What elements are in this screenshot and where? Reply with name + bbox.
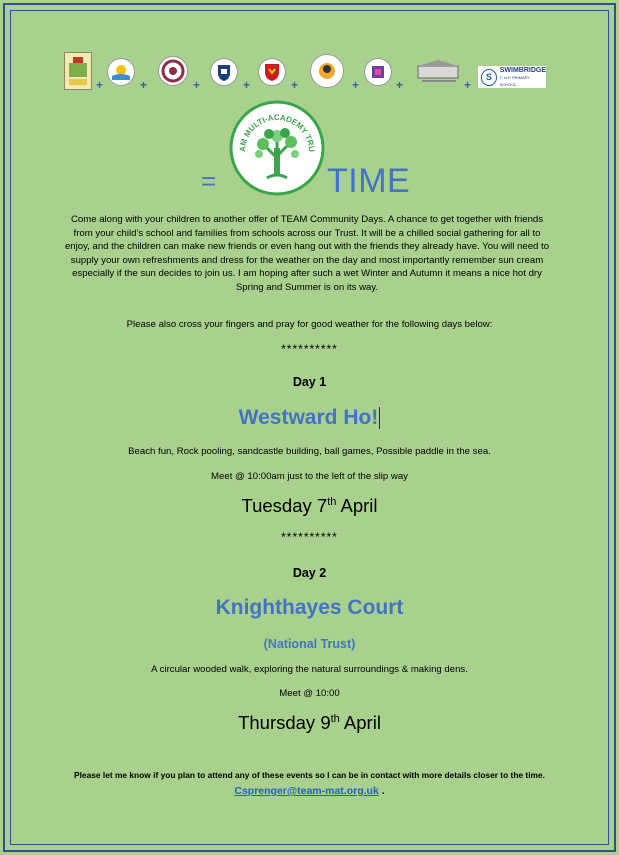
day2-label: Day 2 xyxy=(292,566,327,580)
plus-sign: + xyxy=(140,78,148,92)
day2-subtitle: (National Trust) xyxy=(263,637,356,651)
swimbridge-badge-icon: S xyxy=(481,69,497,86)
school-logo-6 xyxy=(310,54,344,88)
school-logo-1 xyxy=(64,52,92,90)
plus-sign: + xyxy=(193,78,201,92)
school-badge-icon xyxy=(161,59,185,83)
school-logo-8 xyxy=(414,58,464,84)
day2-date-month: April xyxy=(339,712,381,733)
footer-note: Please let me know if you plan to attend any of these events so I can be in contact with more details closer to the time. xyxy=(74,770,545,780)
day2-date-sup: th xyxy=(330,712,340,725)
weather-note: Please also cross your fingers and pray for good weather for the following days below: xyxy=(126,319,493,330)
plus-sign: + xyxy=(352,78,360,92)
plus-sign: + xyxy=(96,78,104,92)
day2-activities: A circular wooded walk, exploring the natural surroundings & making dens. xyxy=(151,664,468,675)
school-figures-icon xyxy=(367,61,389,83)
separator-2: ********** xyxy=(281,530,338,544)
footer-contact xyxy=(0,785,619,797)
team-logo-text: AM MULTI-ACADEMY TRU xyxy=(237,112,317,153)
day2-meet: Meet @ 10:00 xyxy=(279,688,340,699)
day1-date-month: April xyxy=(336,495,378,516)
time-heading: TIME xyxy=(327,162,411,200)
email-link[interactable]: Csprenger@team-mat.org.uk xyxy=(234,785,379,797)
sun-logo-icon xyxy=(110,61,132,83)
school-logo-2 xyxy=(107,58,135,86)
red-shield-icon xyxy=(261,61,283,83)
day2-date xyxy=(0,712,619,734)
plus-sign: + xyxy=(396,78,404,92)
day1-label: Day 1 xyxy=(292,375,327,389)
day1-date-sup: th xyxy=(327,495,337,508)
plus-sign: + xyxy=(291,78,299,92)
day2-date-main: Thursday 9 xyxy=(238,712,331,733)
day1-date-main: Tuesday 7 xyxy=(241,495,328,516)
text-cursor xyxy=(379,407,380,429)
swimbridge-subtitle: C of E PRIMARY SCHOOL xyxy=(499,74,531,87)
tree-logo-icon xyxy=(229,100,325,196)
plus-sign: + xyxy=(464,78,472,92)
school-crest-icon xyxy=(65,53,91,89)
school-building-icon xyxy=(414,58,464,84)
team-logo xyxy=(229,100,325,196)
bird-logo-icon xyxy=(313,57,341,85)
day1-meet: Meet @ 10:00am just to the left of the slip way xyxy=(211,471,408,482)
day1-place-text: Westward Ho! xyxy=(238,406,379,429)
day1-place xyxy=(0,406,619,430)
separator-1: ********** xyxy=(281,342,338,356)
school-logo-7 xyxy=(364,58,392,86)
day1-activities: Beach fun, Rock pooling, sandcastle building, ball games, Possible paddle in the sea. xyxy=(128,446,491,457)
school-logo-5 xyxy=(258,58,286,86)
school-logo-swimbridge xyxy=(478,66,546,88)
school-logo-3 xyxy=(158,56,188,86)
footer-trailing: . xyxy=(378,785,385,797)
school-logo-4 xyxy=(210,58,238,86)
plus-sign: + xyxy=(243,78,251,92)
school-shield-icon xyxy=(213,61,235,83)
day2-place: Knighthayes Court xyxy=(215,596,404,619)
school-logos-row xyxy=(60,52,560,96)
day1-date xyxy=(0,495,619,517)
equals-sign: = xyxy=(201,166,217,196)
intro-paragraph: Come along with your children to another offer of TEAM Community Days. A chance to get together with friends from your child’s school and families from schools across our Trust. It will be a chilled social gathering for all to enjoy, and the children can make new friends or even hang out with the friends they already have. You will need to supply your own refreshments and dress for the weather on the day and most importantly remember sun cream especially if the sun decides to join us. I am hoping after such a wet Winter and Autumn it means a nice hot dry Spring and Summer is on its way. xyxy=(64,214,550,293)
swimbridge-name: SWIMBRIDGE xyxy=(499,66,546,74)
